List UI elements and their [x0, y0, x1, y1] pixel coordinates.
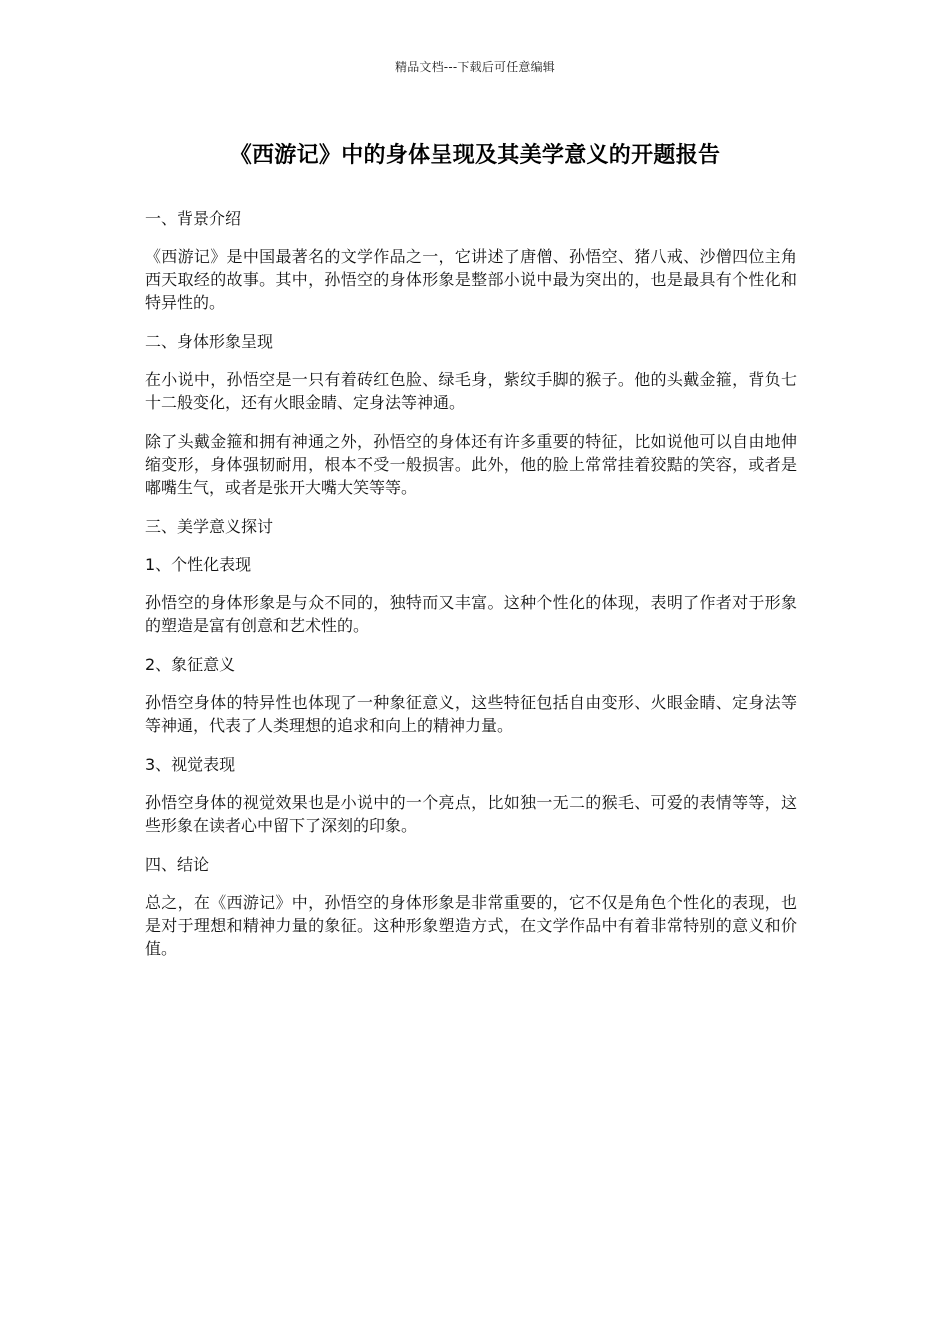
paragraph-symbolism: 孙悟空身体的特异性也体现了一种象征意义，这些特征包括自由变形、火眼金睛、定身法等等神通，代表了人类理想的追求和向上的精神力量。 [145, 693, 797, 735]
paragraph-body-image-2: 除了头戴金箍和拥有神通之外，孙悟空的身体还有许多重要的特征，比如说他可以自由地伸缩变形，身体强韧耐用，根本不受一般损害。此外，他的脸上常常挂着狡黠的笑容，或者是嘟嘴生气，或者是张开大嘴大笑等等。 [145, 432, 797, 497]
subheading-individuality: 1、个性化表现 [145, 555, 252, 574]
document-title: 《西游记》中的身体呈现及其美学意义的开题报告 [229, 143, 721, 168]
paragraph-body-image-1: 在小说中，孙悟空是一只有着砖红色脸、绿毛身，紫纹手脚的猴子。他的头戴金箍，背负七十二般变化，还有火眼金睛、定身法等神通。 [145, 370, 797, 412]
subheading-symbolism: 2、象征意义 [145, 655, 236, 674]
paragraph-individuality: 孙悟空的身体形象是与众不同的，独特而又丰富。这种个性化的体现，表明了作者对于形象的塑造是富有创意和艺术性的。 [145, 593, 797, 635]
header-note: 精品文档---下载后可任意编辑 [395, 60, 555, 74]
paragraph-conclusion: 总之，在《西游记》中，孙悟空的身体形象是非常重要的，它不仅是角色个性化的表现，也是对于理想和精神力量的象征。这种形象塑造方式，在文学作品中有着非常特别的意义和价值。 [145, 893, 797, 958]
paragraph-background: 《西游记》是中国最著名的文学作品之一，它讲述了唐僧、孙悟空、猪八戒、沙僧四位主角西天取经的故事。其中，孙悟空的身体形象是整部小说中最为突出的，也是最具有个性化和特异性的。 [145, 247, 797, 312]
section-heading-aesthetics: 三、美学意义探讨 [145, 517, 274, 536]
paragraph-visual: 孙悟空身体的视觉效果也是小说中的一个亮点，比如独一无二的猴毛、可爱的表情等等，这些形象在读者心中留下了深刻的印象。 [145, 793, 797, 835]
section-heading-conclusion: 四、结论 [145, 855, 210, 874]
section-heading-body-image: 二、身体形象呈现 [145, 332, 274, 351]
section-heading-background: 一、背景介绍 [145, 209, 242, 228]
subheading-visual: 3、视觉表现 [145, 755, 236, 774]
document-body [145, 207, 797, 976]
